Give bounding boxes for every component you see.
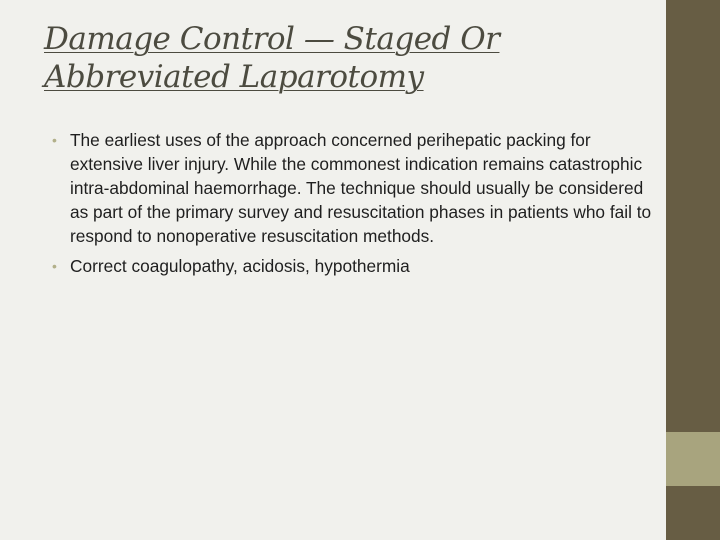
bullet-text: Correct coagulopathy, acidosis, hypothermia <box>70 256 410 276</box>
slide-title: Damage Control — Staged Or Abbreviated Laparotomy <box>44 21 500 95</box>
bullet-icon: • <box>52 132 57 148</box>
side-band-decoration <box>666 432 720 486</box>
bullet-icon: • <box>52 258 57 274</box>
bullet-item <box>52 128 652 248</box>
bullet-text: The earliest uses of the approach concerned perihepatic packing for extensive liver injury. While the commonest indication remains catastrophic intra-abdominal haemorrhage. The technique should usually be considered as part of the primary survey and resuscitation phases in patients who fail to respond to nonoperative resuscitation methods. <box>70 130 652 246</box>
bullet-item <box>52 254 652 278</box>
bullet-list <box>52 128 652 284</box>
